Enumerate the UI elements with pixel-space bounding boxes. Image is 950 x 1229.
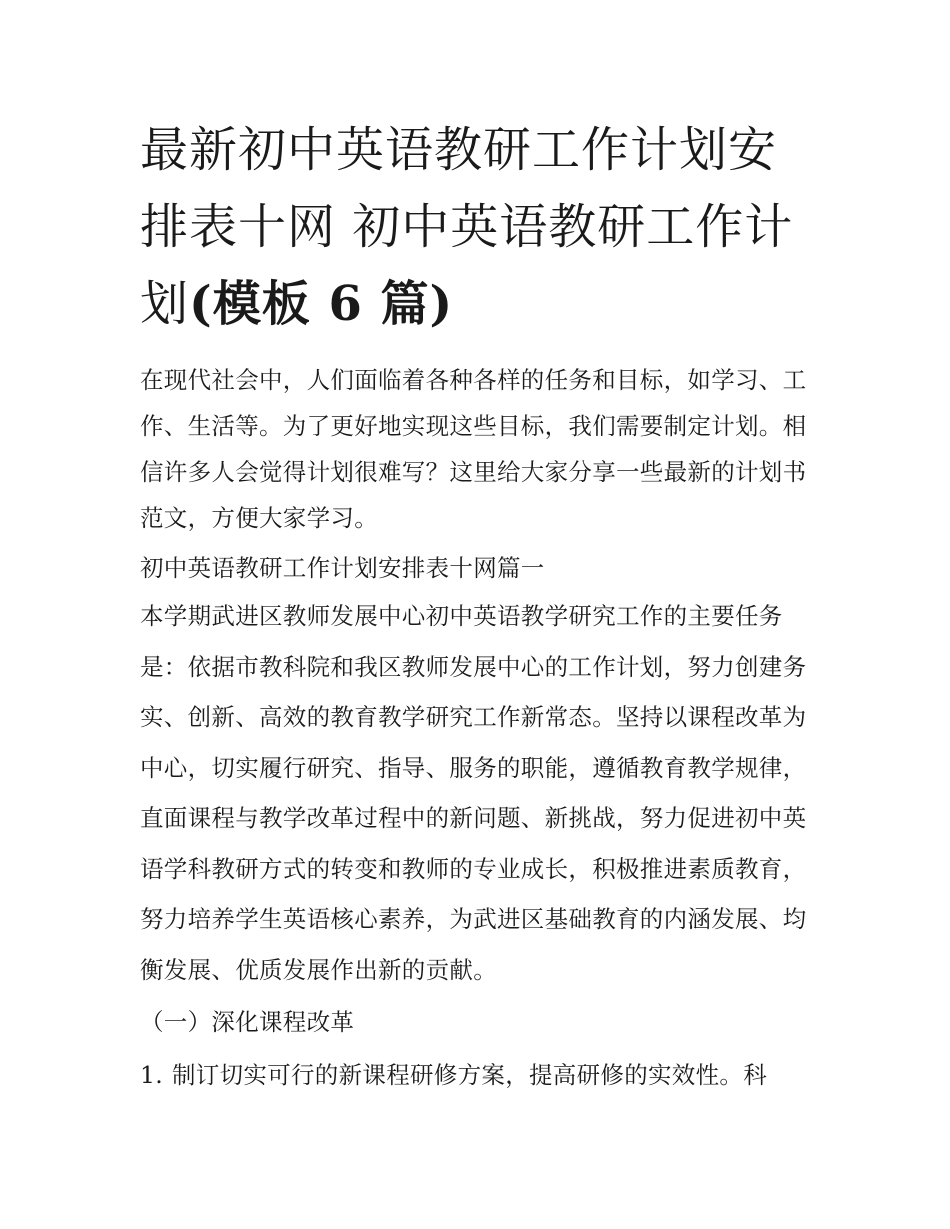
subheading: （一）深化课程改革: [140, 1008, 355, 1036]
title-suffix: (模板 6 篇): [189, 276, 454, 332]
document-title: [140, 112, 820, 343]
intro-paragraph: 在现代社会中，人们面临着各种各样的任务和目标，如学习、工作、生活等。为了更好地实现这些目标，我们需要制定计划。相信许多人会觉得计划很难写？这里给大家分享一些最新的计划书范文，方便大家学习。: [140, 366, 807, 532]
title-text: 最新初中英语教研工作计划安排表十网 初中英语教研工作计划: [140, 122, 794, 332]
body-paragraph: 本学期武进区教师发展中心初中英语教学研究工作的主要任务是：依据市教科院和我区教师发展中心的工作计划，努力创建务实、创新、高效的教育教学研究工作新常态。坚持以课程改革为中心，切实履行研究、指导、服务的职能，遵循教育教学规律，直面课程与教学改革过程中的新问题、新挑战，努力促进初中英语学科教研方式的转变和教师的专业成长，积极推进素质教育，努力培养学生英语核心素养，为武进区基础教育的内涵发展、均衡发展、优质发展作出新的贡献。: [140, 602, 807, 984]
section-heading: 初中英语教研工作计划安排表十网篇一: [140, 554, 545, 582]
list-item-number: 1.: [140, 1060, 164, 1089]
document-page: [140, 112, 820, 1100]
list-item: [140, 1050, 820, 1101]
list-item-text: 制订切实可行的新课程研修方案，提高研修的实效性。科: [172, 1060, 767, 1089]
